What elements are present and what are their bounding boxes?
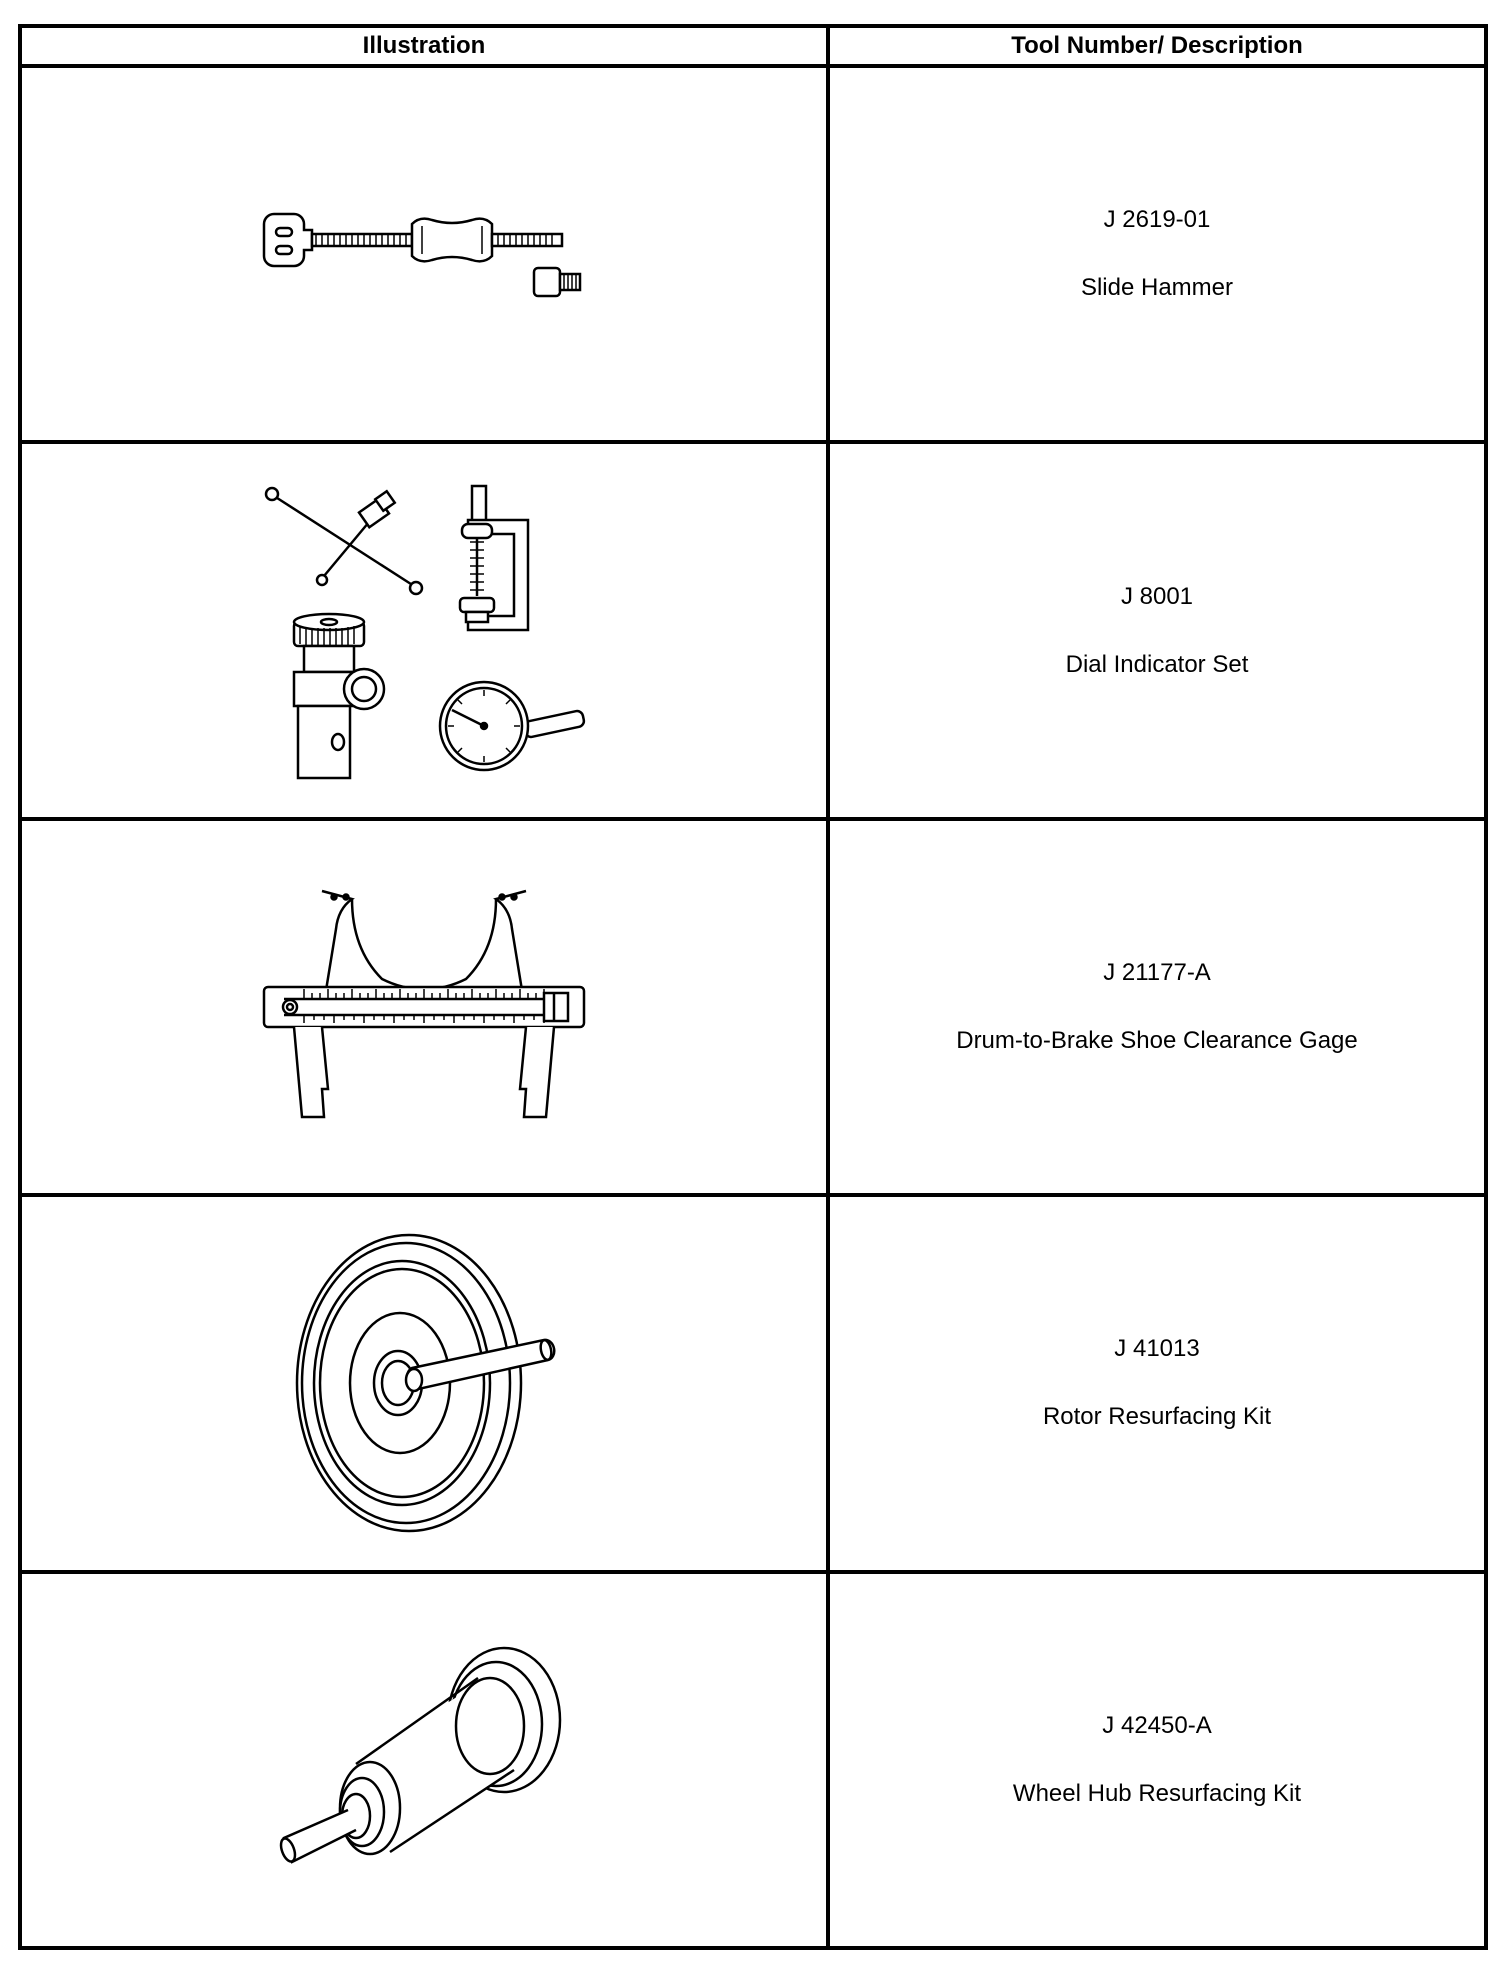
illustration-cell xyxy=(20,1195,828,1571)
tool-description: Wheel Hub Resurfacing Kit xyxy=(1012,1779,1302,1807)
tool-number: J 42450-A xyxy=(1102,1711,1212,1739)
wheel-hub-resurfacing-kit-icon xyxy=(264,1640,584,1880)
tool-description: Dial Indicator Set xyxy=(1065,650,1249,678)
tool-description-cell xyxy=(828,66,1486,442)
table-row xyxy=(20,1195,1486,1571)
tool-number: J 41013 xyxy=(1114,1335,1200,1363)
illustration-cell xyxy=(20,1572,828,1948)
illustration-cell xyxy=(20,66,828,442)
illustration-header: Illustration xyxy=(20,26,828,66)
tool-description: Rotor Resurfacing Kit xyxy=(1042,1403,1272,1431)
table-row xyxy=(20,66,1486,442)
slide-hammer-icon xyxy=(244,194,604,314)
special-tools-table xyxy=(18,24,1488,1950)
clearance-gage-icon xyxy=(254,877,594,1137)
table-row xyxy=(20,819,1486,1195)
tool-number: J 2619-01 xyxy=(1103,206,1211,234)
rotor-resurfacing-kit-icon xyxy=(274,1228,574,1538)
table-row xyxy=(20,442,1486,818)
tool-description-cell xyxy=(828,819,1486,1195)
table-row xyxy=(20,1572,1486,1948)
tool-description: Drum-to-Brake Shoe Clearance Gage xyxy=(956,1026,1358,1054)
tool-description: Slide Hammer xyxy=(1080,274,1234,302)
illustration-cell xyxy=(20,819,828,1195)
illustration-cell xyxy=(20,442,828,818)
tool-description-cell xyxy=(828,1572,1486,1948)
tool-number-description-header: Tool Number/ Description xyxy=(828,26,1486,66)
tool-description-cell xyxy=(828,1195,1486,1571)
table-header-row xyxy=(20,26,1486,66)
tool-description-cell xyxy=(828,442,1486,818)
tool-number: J 8001 xyxy=(1120,582,1194,610)
dial-indicator-set-icon xyxy=(254,476,594,786)
tool-number: J 21177-A xyxy=(1103,958,1211,986)
